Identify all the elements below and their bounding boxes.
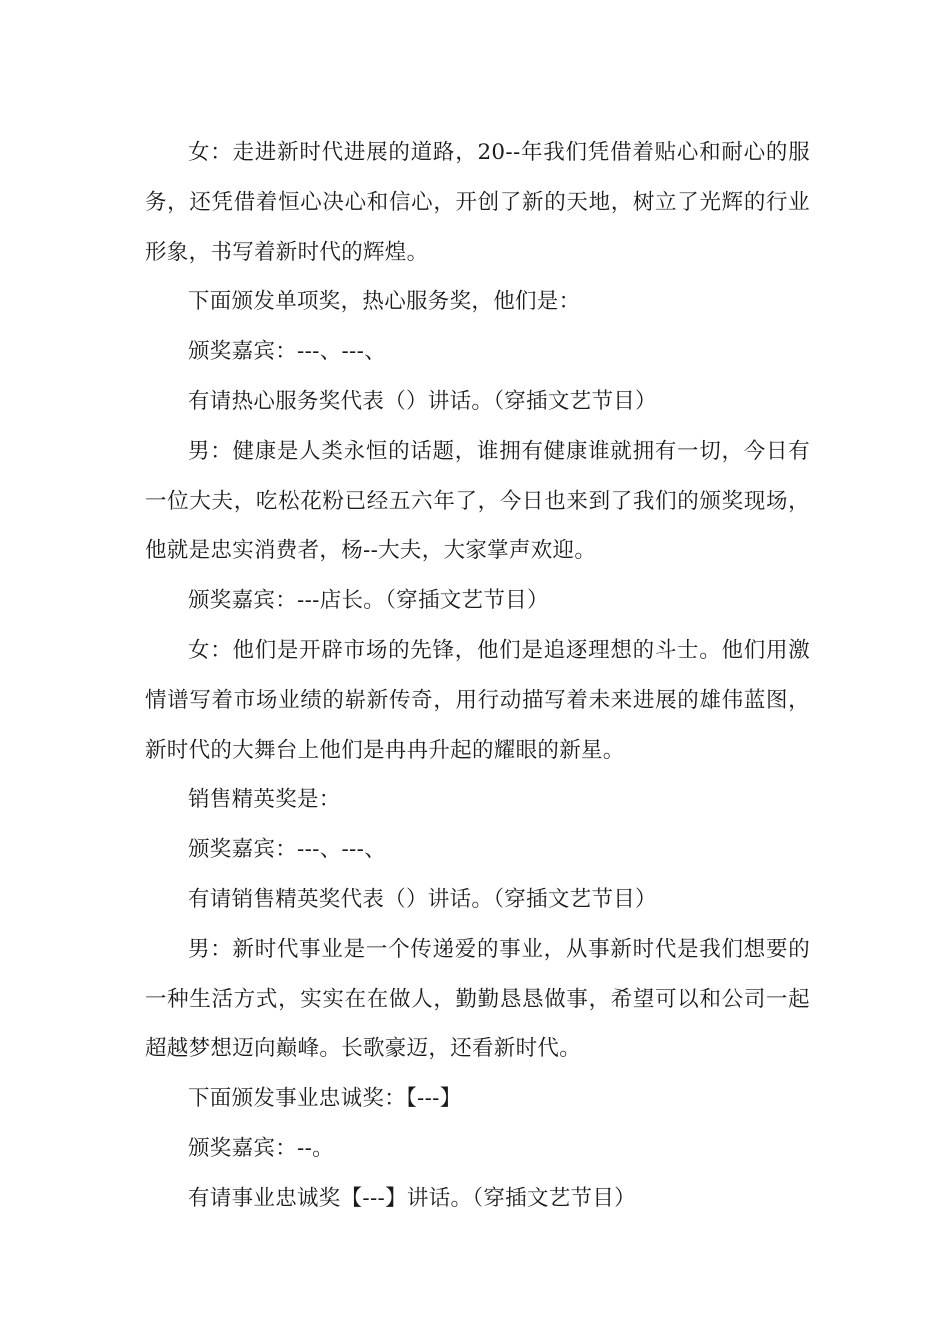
document-body xyxy=(145,128,810,1224)
paragraph: 有请事业忠诚奖【---】讲话。（穿插文艺节目） xyxy=(188,1185,636,1211)
paragraph: 下面颁发单项奖，热心服务奖，他们是： xyxy=(188,289,581,315)
paragraph: 颁奖嘉宾：---、---、 xyxy=(188,339,386,365)
paragraph: 销售精英奖是： xyxy=(188,787,341,813)
paragraph: 有请热心服务奖代表（）讲话。（穿插文艺节目） xyxy=(188,388,657,414)
paragraph: 男：新时代事业是一个传递爱的事业，从事新时代是我们想要的一种生活方式，实实在在做人，勤勤恳恳做事，希望可以和公司一起超越梦想迈向巅峰。长歌豪迈，还看新时代。 xyxy=(145,936,810,1062)
paragraph: 女：走进新时代进展的道路，20--年我们凭借着贴心和耐心的服务，还凭借着恒心决心和信心，开创了新的天地，树立了光辉的行业形象，书写着新时代的辉煌。 xyxy=(145,140,810,265)
paragraph: 女：他们是开辟市场的先锋，他们是追逐理想的斗士。他们用激情谱写着市场业绩的崭新传奇，用行动描写着未来进展的雄伟蓝图，新时代的大舞台上他们是冉冉升起的耀眼的新星。 xyxy=(145,637,810,763)
paragraph: 颁奖嘉宾：--。 xyxy=(188,1135,334,1161)
paragraph: 有请销售精英奖代表（）讲话。（穿插文艺节目） xyxy=(188,886,657,912)
paragraph: 男：健康是人类永恒的话题，谁拥有健康谁就拥有一切，今日有一位大夫，吃松花粉已经五六年了，今日也来到了我们的颁奖现场，他就是忠实消费者，杨--大夫，大家掌声欢迎。 xyxy=(145,438,810,564)
paragraph: 颁奖嘉宾：---、---、 xyxy=(188,837,386,863)
paragraph: 下面颁发事业忠诚奖：【---】 xyxy=(188,1086,462,1112)
paragraph: 颁奖嘉宾：---店长。（穿插文艺节目） xyxy=(188,588,549,614)
